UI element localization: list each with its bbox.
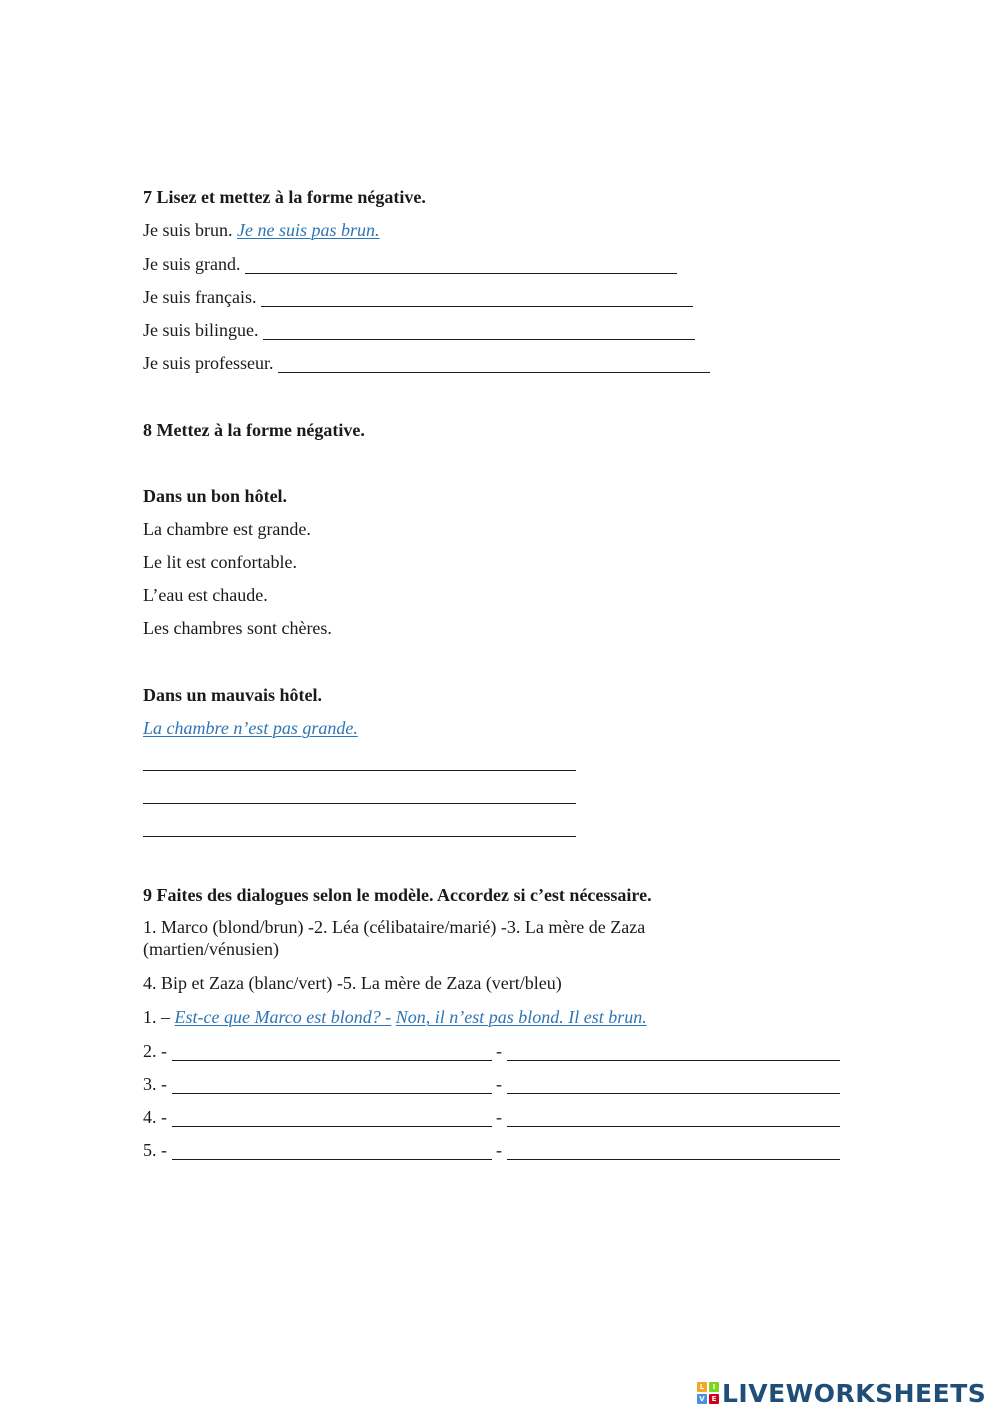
good-hotel-heading: Dans un bon hôtel. bbox=[143, 486, 288, 506]
question-input[interactable] bbox=[172, 1141, 492, 1160]
exercise-9-prompt: 1. Marco (blond/brun) -2. Léa (célibataire/marié) -3. La mère de Zaza (martien/vénusien) bbox=[143, 917, 646, 959]
good-hotel-line: La chambre est grande. bbox=[143, 519, 311, 539]
item-prompt: Je suis français. bbox=[143, 287, 257, 307]
dialogue-row bbox=[143, 1073, 840, 1095]
dialogue-row bbox=[143, 1106, 840, 1128]
logo-mark-icon bbox=[697, 1382, 719, 1404]
answer-input[interactable] bbox=[507, 1042, 840, 1061]
row-dash: - bbox=[496, 1074, 502, 1094]
question-input[interactable] bbox=[172, 1042, 492, 1061]
exercise-7-title: 7 Lisez et mettez à la forme négative. bbox=[143, 187, 426, 207]
answer-input[interactable] bbox=[261, 288, 693, 307]
bad-hotel-answer-input[interactable] bbox=[143, 785, 576, 804]
bad-hotel-answer-input[interactable] bbox=[143, 818, 576, 837]
exercise-7-item bbox=[143, 319, 695, 341]
row-dash: - bbox=[496, 1140, 502, 1160]
logo-letter: I bbox=[709, 1382, 719, 1392]
good-hotel-line: Le lit est confortable. bbox=[143, 552, 297, 572]
row-number: 2. - bbox=[143, 1041, 167, 1061]
answer-input[interactable] bbox=[263, 321, 695, 340]
example-answer: Non, il n’est pas blond. Il est brun. bbox=[395, 1007, 647, 1027]
logo-letter: V bbox=[697, 1394, 707, 1404]
example-answer: Je ne suis pas brun. bbox=[237, 220, 380, 240]
logo-letter: L bbox=[697, 1382, 707, 1392]
question-input[interactable] bbox=[172, 1075, 492, 1094]
answer-input[interactable] bbox=[507, 1075, 840, 1094]
row-dash: - bbox=[496, 1107, 502, 1127]
item-prompt: Je suis grand. bbox=[143, 254, 241, 274]
exercise-7-item bbox=[143, 286, 693, 308]
exercise-7-item bbox=[143, 253, 677, 275]
row-number: 3. - bbox=[143, 1074, 167, 1094]
liveworksheets-logo[interactable] bbox=[697, 1378, 986, 1408]
exercise-9-example bbox=[143, 1006, 647, 1028]
exercise-8-title: 8 Mettez à la forme négative. bbox=[143, 420, 365, 440]
example-prompt: Je suis brun. bbox=[143, 220, 233, 240]
question-input[interactable] bbox=[172, 1108, 492, 1127]
item-prompt: Je suis professeur. bbox=[143, 353, 274, 373]
logo-text: LIVEWORKSHEETS bbox=[722, 1378, 987, 1408]
example-number: 1. – bbox=[143, 1007, 170, 1027]
row-number: 5. - bbox=[143, 1140, 167, 1160]
answer-input[interactable] bbox=[507, 1108, 840, 1127]
answer-input[interactable] bbox=[278, 354, 710, 373]
answer-input[interactable] bbox=[245, 255, 677, 274]
exercise-9-title: 9 Faites des dialogues selon le modèle. Accordez si c’est nécessaire. bbox=[143, 885, 652, 905]
dialogue-row bbox=[143, 1139, 840, 1161]
row-number: 4. - bbox=[143, 1107, 167, 1127]
bad-hotel-example: La chambre n’est pas grande. bbox=[143, 718, 358, 738]
logo-letter: E bbox=[709, 1394, 719, 1404]
answer-input[interactable] bbox=[507, 1141, 840, 1160]
dialogue-row bbox=[143, 1040, 840, 1062]
good-hotel-line: L’eau est chaude. bbox=[143, 585, 268, 605]
good-hotel-line: Les chambres sont chères. bbox=[143, 618, 332, 638]
example-question: Est-ce que Marco est blond? bbox=[174, 1007, 381, 1027]
bad-hotel-heading: Dans un mauvais hôtel. bbox=[143, 685, 323, 705]
item-prompt: Je suis bilingue. bbox=[143, 320, 259, 340]
row-dash: - bbox=[496, 1041, 502, 1061]
exercise-9-prompt: 4. Bip et Zaza (blanc/vert) -5. La mère de Zaza (vert/bleu) bbox=[143, 973, 562, 993]
example-dash: - bbox=[380, 1007, 392, 1027]
exercise-7-example bbox=[143, 219, 380, 241]
exercise-7-item bbox=[143, 352, 710, 374]
bad-hotel-answer-input[interactable] bbox=[143, 752, 576, 771]
